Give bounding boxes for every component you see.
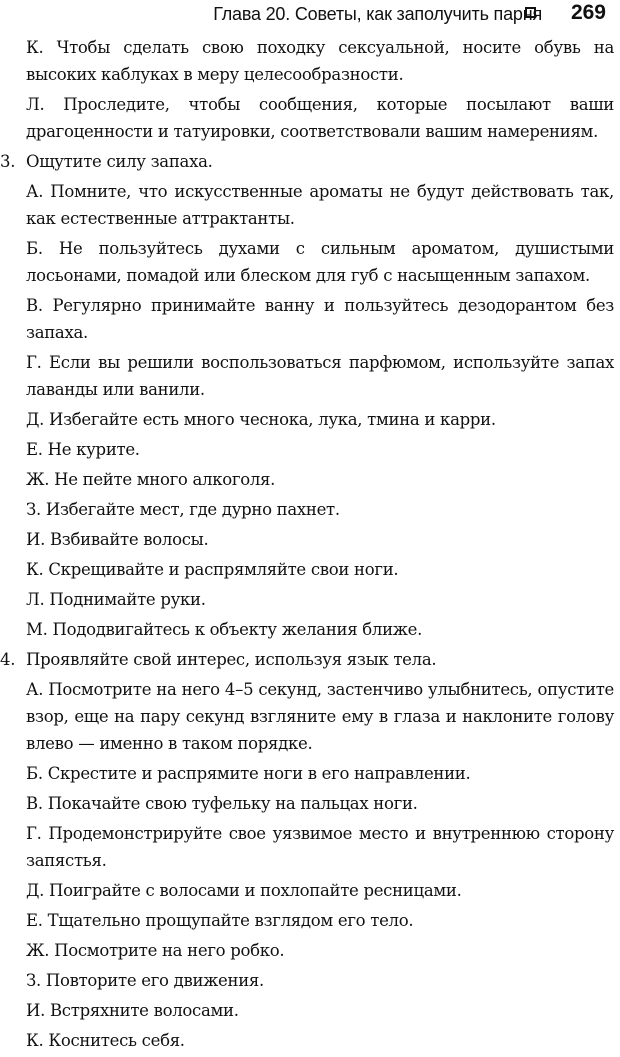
list-item [0,34,620,88]
numbered-item [0,646,620,673]
list-item-text: Д. Избегайте есть много чеснока, лука, тмина и карри. [26,410,496,429]
item-number: 3. [0,152,16,171]
list-item [0,997,620,1024]
list-item [0,790,620,817]
list-item-text: К. Скрещивайте и распрямляйте свои ноги. [26,560,399,579]
list-item [0,178,620,232]
list-item [0,526,620,553]
list-item [0,820,620,874]
list-item [0,235,620,289]
list-item-text: В. Регулярно принимайте ванну и пользуйтесь дезодорантом без запаха. [26,296,614,342]
list-item-text: А. Посмотрите на него 4–5 секунд, застенчиво улыбнитесь, опустите взор, еще на пару секунд взгляните ему в глаза и наклоните голову влево — именно в таком порядке. [26,680,614,753]
list-item [0,466,620,493]
list-item [0,91,620,145]
list-item-text: Е. Не курите. [26,440,140,459]
list-item-text: И. Встряхните волосами. [26,1001,239,1020]
list-item-text: В. Покачайте свою туфельку на пальцах ноги. [26,794,418,813]
list-item-text: З. Повторите его движения. [26,971,264,990]
list-item [0,616,620,643]
list-item-text: Е. Тщательно прощупайте взглядом его тело. [26,911,414,930]
list-item [0,556,620,583]
list-item-text: Л. Поднимайте руки. [26,590,206,609]
list-item-text: Д. Поиграйте с волосами и похлопайте ресницами. [26,881,462,900]
list-item-text: Г. Продемонстрируйте свое уязвимое место и внутреннюю сторону запястья. [26,824,614,870]
list-item-text: Л. Проследите, чтобы сообщения, которые посылают ваши драгоценности и татуировки, соответствовали вашим намерениям. [26,95,614,141]
square-bullet-icon [525,7,536,18]
list-item-text: К. Коснитесь себя. [26,1031,185,1050]
list-item [0,877,620,904]
list-item [0,496,620,523]
page-header [0,0,620,30]
list-item-text: Б. Скрестите и распрямите ноги в его направлении. [26,764,471,783]
chapter-title: Глава 20. Советы, как заполучить парня [213,4,542,24]
list-item-text: И. Взбивайте волосы. [26,530,209,549]
list-item [0,1027,620,1054]
item-heading: Проявляйте свой интерес, используя язык тела. [26,650,437,669]
page-number: 269 [570,1,606,24]
list-item-text: Ж. Не пейте много алкоголя. [26,470,276,489]
list-item-text: К. Чтобы сделать свою походку сексуальной, носите обувь на высоких каблуках в меру целесообразности. [26,38,614,84]
item-heading: Ощутите силу запаха. [26,152,213,171]
list-item-text: З. Избегайте мест, где дурно пахнет. [26,500,340,519]
list-item [0,436,620,463]
list-item-text: А. Помните, что искусственные ароматы не будут действовать так, как естественные аттрактанты. [26,182,614,228]
list-item-text: Г. Если вы решили воспользоваться парфюмом, используйте запах лаванды или ванили. [26,353,614,399]
list-item [0,406,620,433]
item-number: 4. [0,650,16,669]
list-item-text: Б. Не пользуйтесь духами с сильным ароматом, душистыми лосьонами, помадой или блеском для губ с насыщенным запахом. [26,239,614,285]
list-item [0,937,620,964]
list-item [0,676,620,757]
list-item [0,349,620,403]
list-item [0,967,620,994]
list-item [0,292,620,346]
page-body [0,34,620,1057]
list-item [0,907,620,934]
list-item-text: М. Пододвигайтесь к объекту желания ближе. [26,620,423,639]
list-item [0,760,620,787]
list-item-text: Ж. Посмотрите на него робко. [26,941,285,960]
list-item [0,586,620,613]
numbered-item [0,148,620,175]
